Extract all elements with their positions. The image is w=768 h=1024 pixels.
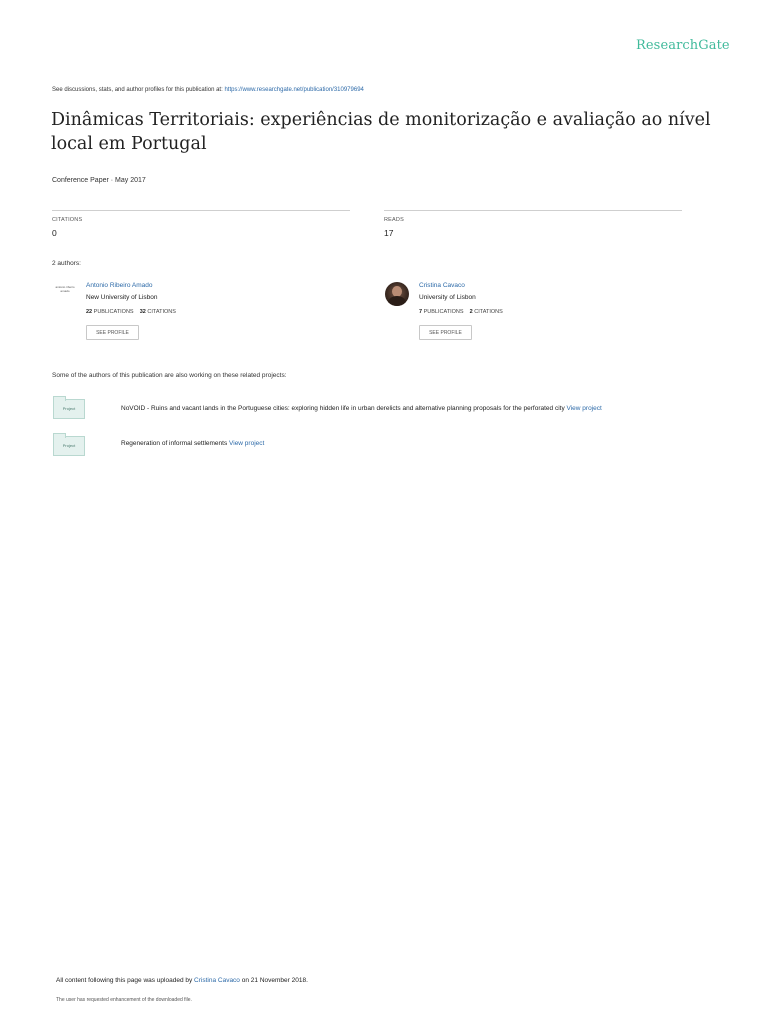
view-project-link[interactable]: View project	[229, 440, 265, 447]
enhancement-note: The user has requested enhancement of the downloaded file.	[56, 997, 192, 1003]
citations-value: 0	[52, 228, 57, 238]
project-folder-icon: Project	[53, 399, 85, 419]
reads-label: READS	[384, 217, 404, 223]
paper-title: Dinâmicas Territoriais: experiências de monitorização e avaliação ao nível local em Portugal	[51, 110, 711, 154]
citations-divider	[52, 210, 350, 211]
discussions-prefix: See discussions, stats, and author profiles for this publication at:	[52, 87, 225, 93]
citations-label: CITATIONS	[52, 217, 83, 223]
reads-divider	[384, 210, 682, 211]
author-name-link[interactable]: Cristina Cavaco	[419, 282, 465, 289]
author-avatar-placeholder[interactable]: antonio ribeiro amado	[55, 285, 75, 293]
upload-info: All content following this page was uploaded by Cristina Cavaco on 21 November 2018.	[56, 977, 308, 984]
author-stats: 7 PUBLICATIONS 2 CITATIONS	[419, 309, 503, 315]
see-profile-button[interactable]: SEE PROFILE	[86, 325, 139, 340]
author-name-link[interactable]: Antonio Ribeiro Amado	[86, 282, 153, 289]
project-item	[121, 440, 264, 447]
publication-url-link[interactable]: https://www.researchgate.net/publication/310979694	[224, 87, 364, 93]
discussions-line	[52, 87, 364, 93]
author-institution: New University of Lisbon	[86, 294, 158, 301]
project-item	[121, 405, 602, 412]
author-avatar[interactable]	[385, 282, 409, 306]
project-folder-icon: Project	[53, 436, 85, 456]
uploader-link[interactable]: Cristina Cavaco	[194, 977, 240, 984]
author-institution: University of Lisbon	[419, 294, 476, 301]
authors-heading: 2 authors:	[52, 260, 81, 267]
project-title: Regeneration of informal settlements	[121, 440, 230, 447]
view-project-link[interactable]: View project	[566, 405, 602, 412]
researchgate-logo[interactable]: ResearchGate	[636, 38, 730, 53]
see-profile-button[interactable]: SEE PROFILE	[419, 325, 472, 340]
projects-heading: Some of the authors of this publication are also working on these related projects:	[52, 372, 287, 379]
author-stats: 22 PUBLICATIONS 32 CITATIONS	[86, 309, 176, 315]
reads-value: 17	[384, 228, 394, 238]
project-title: NoVOID - Ruins and vacant lands in the Portuguese cities: exploring hidden life in urban derelicts and alternative planning proposals for the perforated city	[121, 405, 567, 412]
paper-type: Conference Paper · May 2017	[52, 177, 146, 184]
